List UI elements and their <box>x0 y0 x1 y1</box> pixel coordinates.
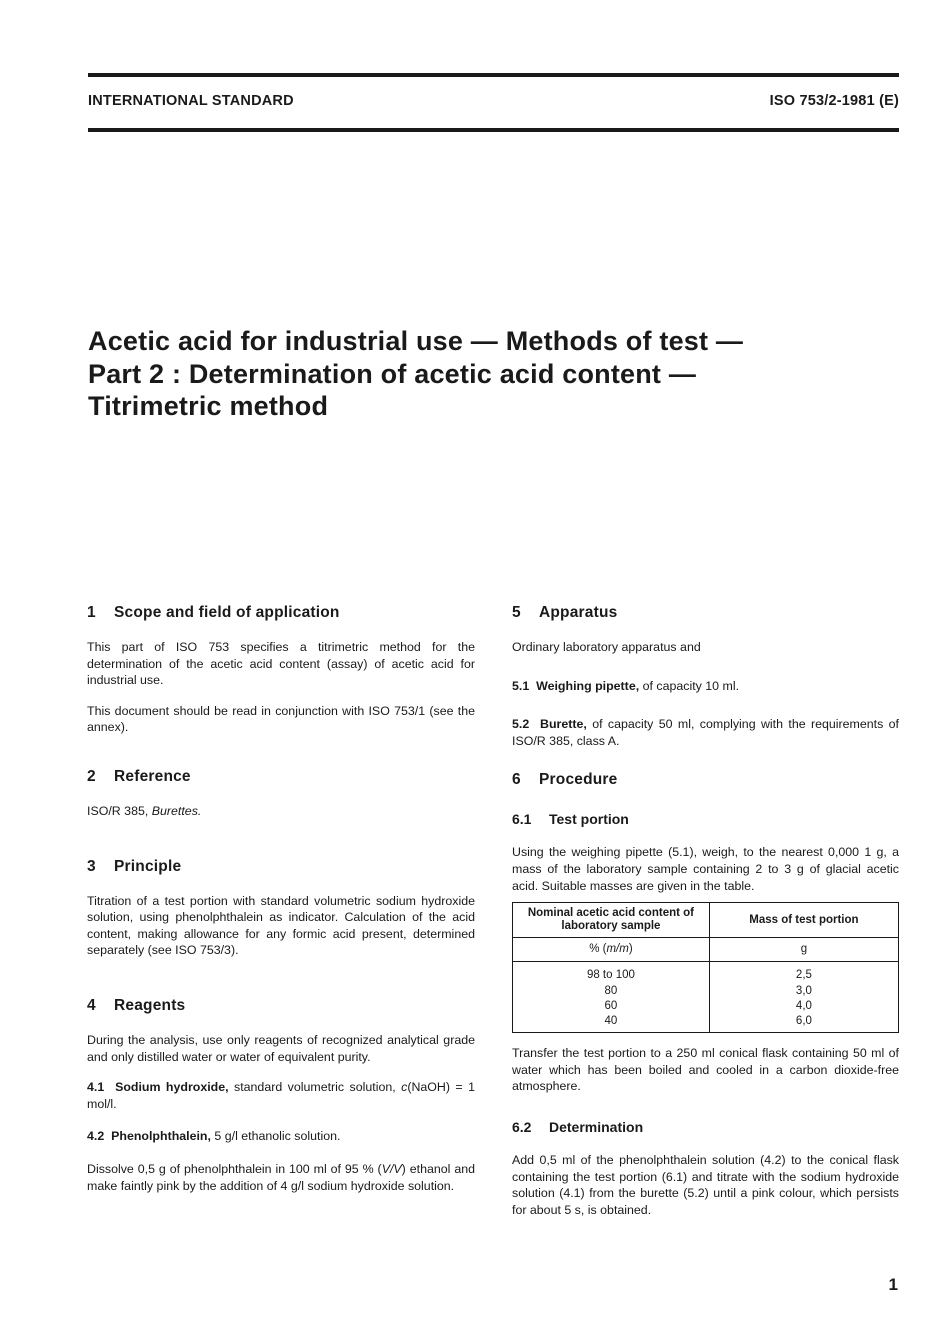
subsection-title: Test portion <box>549 811 629 828</box>
subsection-title: Phenolphthalein, <box>111 1129 211 1144</box>
section-number: 1 <box>87 604 96 621</box>
subsection-4-2 <box>87 1128 475 1145</box>
column-header-content: Nominal acetic acid content of laboratory sample <box>513 903 710 938</box>
column-header-mass: Mass of test portion <box>709 903 898 938</box>
cell-content: 98 to 100 <box>513 968 710 983</box>
section-number: 5 <box>512 604 521 621</box>
unit-prefix: % ( <box>589 943 607 956</box>
paragraph-text-a: Dissolve 0,5 g of phenolphthalein in 100 ml of 95 % ( <box>87 1161 382 1176</box>
section-number: 4 <box>87 996 96 1014</box>
subsection-6-1-paragraph-1: Using the weighing pipette (5.1), weigh, to the nearest 0,000 1 g, a mass of the laboratory sample containing 2 to 3 g of glacial acetic acid. Suitable masses are given in the table. <box>512 845 899 893</box>
table-row <box>513 999 899 1014</box>
reference-number: ISO/R 385, <box>87 803 149 818</box>
title-line-2: Part 2 : Determination of acetic acid content — <box>88 358 697 389</box>
table-header-row <box>513 903 899 938</box>
subsection-text: of capacity 50 ml, complying with the requirements of ISO/R 385, class A. <box>512 717 899 748</box>
formula-variable: c <box>401 1080 408 1095</box>
subsection-number: 4.2 <box>87 1129 105 1144</box>
section-3-paragraph: Titration of a test portion with standard volumetric sodium hydroxide solution, using phenolphthalein as indicator. Calculation of the acid content, making allowance for any formic acid present, determined separately (see ISO 753/3). <box>87 893 475 958</box>
subsection-6-1-paragraph-2: Transfer the test portion to a 250 ml conical flask containing 50 ml of water which has been boiled and cooled in a carbon dioxide-free atmosphere. <box>512 1046 899 1094</box>
unit-content <box>513 938 710 962</box>
subsection-text-2: (NaOH) = 1 mol/l. <box>87 1080 475 1111</box>
cell-mass: 4,0 <box>709 999 898 1014</box>
section-number: 2 <box>87 767 96 785</box>
section-4-paragraph-1: During the analysis, use only reagents of recognized analytical grade and only distilled water or water of equivalent purity. <box>87 1032 475 1064</box>
cell-content: 40 <box>513 1014 710 1033</box>
section-2-reference <box>87 803 475 820</box>
unit-vv: V/V <box>381 1161 402 1176</box>
cell-content: 60 <box>513 999 710 1014</box>
subsection-number: 5.1 <box>512 678 530 693</box>
table-row <box>513 984 899 999</box>
subsection-6-2-paragraph: Add 0,5 ml of the phenolphthalein solution (4.2) to the conical flask containing the test portion (6.1) and titrate with the sodium hydroxide solution (4.1) from the burette (5.2) until a pink colour, which persists for about 5 s, is obtained. <box>512 1152 899 1217</box>
section-title: Reagents <box>114 996 186 1014</box>
subsection-text: standard volumetric solution, <box>234 1080 396 1095</box>
subsection-number: 6.1 <box>512 811 532 828</box>
unit-suffix: ) <box>628 943 633 956</box>
section-1-paragraph-1: This part of ISO 753 specifies a titrimetric method for the determination of the acetic acid content (assay) of acetic acid for industrial use. <box>87 640 475 688</box>
cell-content: 80 <box>513 984 710 999</box>
section-6-heading <box>512 771 899 789</box>
subsection-text: 5 g/l ethanolic solution. <box>214 1129 341 1144</box>
page-number: 1 <box>888 1275 898 1294</box>
section-title: Apparatus <box>539 604 618 621</box>
section-title: Principle <box>114 857 182 875</box>
cell-mass: 6,0 <box>709 1014 898 1033</box>
subsection-title: Sodium hydroxide, <box>115 1080 229 1095</box>
top-rule <box>88 73 899 77</box>
subsection-title: Burette, <box>540 717 587 732</box>
table-unit-row <box>513 938 899 962</box>
header-bottom-rule <box>88 128 899 132</box>
section-title: Procedure <box>539 771 618 789</box>
section-title: Reference <box>114 767 191 785</box>
table-row <box>513 1014 899 1033</box>
header-document-number: ISO 753/2-1981 (E) <box>769 93 899 109</box>
subsection-6-2-heading <box>512 1119 899 1135</box>
section-4-paragraph-2 <box>87 1161 475 1194</box>
subsection-5-2 <box>512 716 899 749</box>
subsection-number: 6.2 <box>512 1118 532 1135</box>
left-column <box>87 600 475 1194</box>
header-standard-label: INTERNATIONAL STANDARD <box>88 93 294 109</box>
subsection-number: 5.2 <box>512 717 530 732</box>
reference-title: Burettes. <box>151 803 202 818</box>
section-4-heading <box>87 997 475 1015</box>
test-portion-mass-table <box>512 902 899 1033</box>
cell-mass: 2,5 <box>709 968 898 983</box>
paragraph-text-b: ) ethanol and make faintly pink by the addition of 4 g/l sodium hydroxide solution. <box>87 1161 475 1193</box>
table-row <box>513 968 899 983</box>
section-1-paragraph-2: This document should be read in conjunction with ISO 753/1 (see the annex). <box>87 703 475 735</box>
subsection-title: Weighing pipette, <box>536 678 640 693</box>
unit-mass: g <box>709 938 898 962</box>
section-2-heading <box>87 768 475 786</box>
subsection-text: of capacity 10 ml. <box>642 678 740 693</box>
title-line-3: Titrimetric method <box>88 391 329 421</box>
subsection-title: Determination <box>549 1118 644 1135</box>
subsection-6-1-heading <box>512 811 899 827</box>
section-number: 6 <box>512 771 521 789</box>
section-title: Scope and field of application <box>114 604 340 621</box>
subsection-number: 4.1 <box>87 1080 105 1095</box>
section-1-heading <box>87 604 475 622</box>
document-title <box>88 325 743 423</box>
cell-mass: 3,0 <box>709 984 898 999</box>
right-column <box>512 600 899 1218</box>
section-5-heading <box>512 604 899 622</box>
subsection-4-1 <box>87 1079 475 1112</box>
title-line-1: Acetic acid for industrial use — Methods of test — <box>88 326 744 356</box>
subsection-5-1 <box>512 678 899 695</box>
unit-mm: m/m <box>606 943 629 956</box>
section-5-paragraph: Ordinary laboratory apparatus and <box>512 640 701 654</box>
section-number: 3 <box>87 857 96 875</box>
section-3-heading <box>87 858 475 876</box>
